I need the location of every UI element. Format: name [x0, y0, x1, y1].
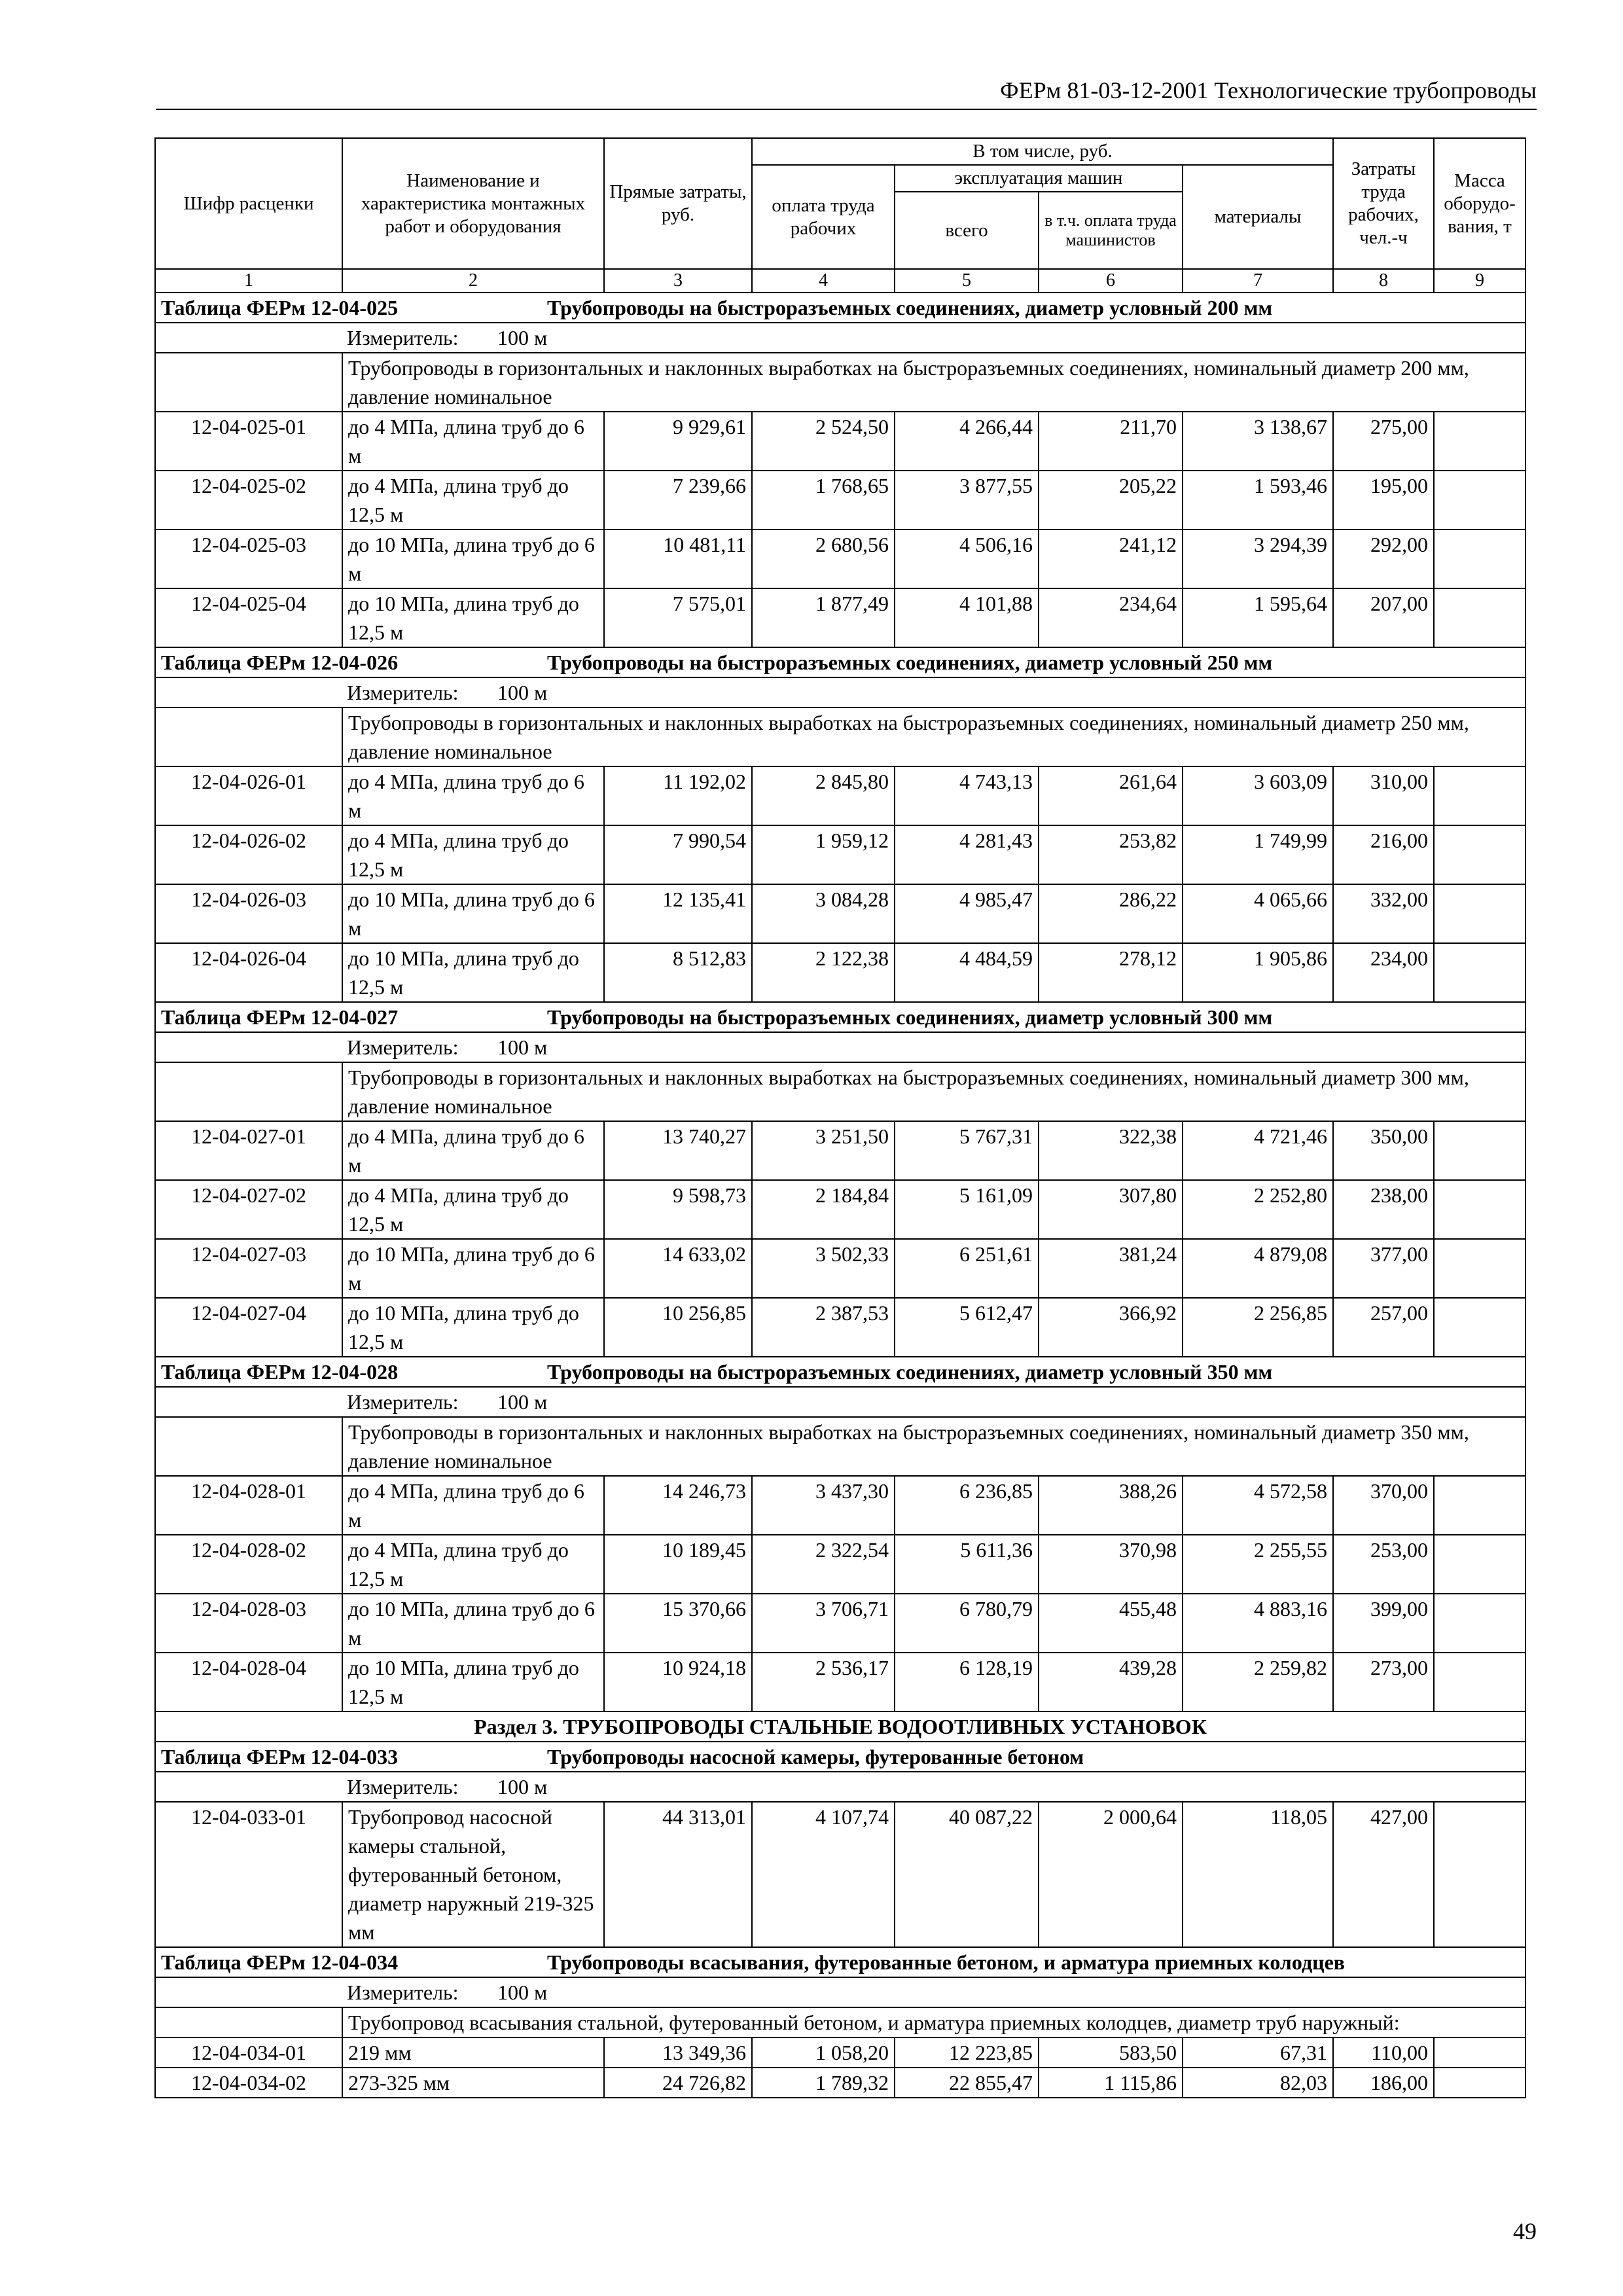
rate-name: до 10 МПа, длина труб до 6 м — [342, 1594, 604, 1653]
wages-cost: 2 524,50 — [752, 412, 895, 471]
rate-code: 12-04-025-01 — [155, 412, 342, 471]
materials-cost: 4 065,66 — [1183, 884, 1333, 943]
direct-cost: 8 512,83 — [604, 943, 752, 1002]
measure-cell — [155, 1032, 1525, 1062]
equipment-mass — [1434, 1653, 1525, 1712]
wages-cost: 2 536,17 — [752, 1653, 895, 1712]
section-heading: Раздел 3. ТРУБОПРОВОДЫ СТАЛЬНЫЕ ВОДООТЛИВНЫХ УСТАНОВОК — [155, 1712, 1525, 1742]
table-title-row — [155, 293, 1525, 323]
description: Трубопроводы в горизонтальных и наклонных выработках на быстроразъемных соединениях, номинальный диаметр 300 мм, давление номинальное — [342, 1062, 1525, 1121]
direct-cost: 9 929,61 — [604, 412, 752, 471]
labor-cost: 195,00 — [1333, 471, 1434, 529]
table-title-cell — [155, 1947, 1525, 1977]
machines-wages-cost: 278,12 — [1039, 943, 1183, 1002]
machines-wages-cost: 583,50 — [1039, 2037, 1183, 2068]
machines-wages-cost: 366,92 — [1039, 1298, 1183, 1357]
machines-wages-cost: 381,24 — [1039, 1239, 1183, 1298]
table-row — [155, 1594, 1525, 1653]
wages-cost: 1 959,12 — [752, 825, 895, 884]
table-title-row — [155, 1947, 1525, 1977]
direct-cost: 9 598,73 — [604, 1180, 752, 1239]
col-machines-wages-header: в т.ч. оплата труда машинистов — [1039, 192, 1183, 269]
measure-row — [155, 1977, 1525, 2007]
machines-cost: 6 236,85 — [895, 1476, 1039, 1535]
labor-cost: 273,00 — [1333, 1653, 1434, 1712]
measure-value: 100 м — [497, 1981, 548, 2004]
table-title-wrap — [161, 1948, 1520, 1977]
table-number: Таблица ФЕРм 12-04-026 — [161, 651, 399, 674]
equipment-mass — [1434, 884, 1525, 943]
rate-name: до 10 МПа, длина труб до 12,5 м — [342, 1298, 604, 1357]
col-number: 1 — [155, 269, 342, 293]
table-title: Трубопроводы на быстроразъемных соединениях, диаметр условный 350 мм — [547, 1360, 1273, 1384]
col-number: 5 — [895, 269, 1039, 293]
machines-cost: 40 087,22 — [895, 1802, 1039, 1947]
rate-code: 12-04-025-03 — [155, 529, 342, 588]
description: Трубопроводы в горизонтальных и наклонных выработках на быстроразъемных соединениях, номинальный диаметр 350 мм, давление номинальное — [342, 1417, 1525, 1476]
measure-value: 100 м — [497, 326, 548, 350]
materials-cost: 4 879,08 — [1183, 1239, 1333, 1298]
description-row — [155, 2007, 1525, 2037]
rate-name: до 10 МПа, длина труб до 6 м — [342, 1239, 604, 1298]
table-row — [155, 1180, 1525, 1239]
rate-code: 12-04-028-04 — [155, 1653, 342, 1712]
materials-cost: 3 138,67 — [1183, 412, 1333, 471]
table-body — [155, 293, 1525, 2098]
wages-cost: 3 502,33 — [752, 1239, 895, 1298]
wages-cost: 1 058,20 — [752, 2037, 895, 2068]
materials-cost: 118,05 — [1183, 1802, 1333, 1947]
table-row — [155, 1239, 1525, 1298]
rate-code: 12-04-026-01 — [155, 766, 342, 825]
col-wages-header: оплата труда рабочих — [752, 165, 895, 269]
equipment-mass — [1434, 1298, 1525, 1357]
table-title-wrap — [161, 293, 1520, 322]
rate-name: до 4 МПа, длина труб до 12,5 м — [342, 825, 604, 884]
rate-name: до 10 МПа, длина труб до 12,5 м — [342, 1653, 604, 1712]
table-row — [155, 766, 1525, 825]
materials-cost: 67,31 — [1183, 2037, 1333, 2068]
rate-code: 12-04-028-01 — [155, 1476, 342, 1535]
table-row — [155, 412, 1525, 471]
measure-row — [155, 1772, 1525, 1802]
rate-name: Трубопровод насосной камеры стальной, футерованный бетоном, диаметр наружный 219-325 мм — [342, 1802, 604, 1947]
labor-cost: 216,00 — [1333, 825, 1434, 884]
machines-cost: 4 985,47 — [895, 884, 1039, 943]
table-row — [155, 471, 1525, 529]
direct-cost: 24 726,82 — [604, 2068, 752, 2098]
labor-cost: 238,00 — [1333, 1180, 1434, 1239]
page-number: 49 — [1513, 2218, 1537, 2244]
running-header: ФЕРм 81-03-12-2001 Технологические трубопроводы — [156, 76, 1537, 110]
table-title: Трубопроводы на быстроразъемных соединениях, диаметр условный 250 мм — [547, 651, 1273, 674]
equipment-mass — [1434, 412, 1525, 471]
col-machines-header: эксплуатация машин — [895, 165, 1183, 192]
col-mass-header: Масса оборудо-вания, т — [1434, 138, 1525, 269]
direct-cost: 10 481,11 — [604, 529, 752, 588]
machines-cost: 3 877,55 — [895, 471, 1039, 529]
direct-cost: 7 575,01 — [604, 588, 752, 647]
wages-cost: 3 084,28 — [752, 884, 895, 943]
machines-cost: 6 128,19 — [895, 1653, 1039, 1712]
table-row — [155, 1298, 1525, 1357]
col-materials-header: материалы — [1183, 165, 1333, 269]
description-blank — [155, 1062, 342, 1121]
table-title-row — [155, 1742, 1525, 1772]
labor-cost: 110,00 — [1333, 2037, 1434, 2068]
wages-cost: 3 251,50 — [752, 1121, 895, 1180]
rate-name: до 10 МПа, длина труб до 6 м — [342, 884, 604, 943]
machines-wages-cost: 261,64 — [1039, 766, 1183, 825]
direct-cost: 11 192,02 — [604, 766, 752, 825]
labor-cost: 186,00 — [1333, 2068, 1434, 2098]
machines-wages-cost: 205,22 — [1039, 471, 1183, 529]
measure-value: 100 м — [497, 1390, 548, 1414]
col-number: 8 — [1333, 269, 1434, 293]
measure-label: Измеритель: — [347, 326, 459, 350]
description-blank — [155, 2007, 342, 2037]
direct-cost: 44 313,01 — [604, 1802, 752, 1947]
col-direct-header: Прямые затраты, руб. — [604, 138, 752, 269]
wages-cost: 2 184,84 — [752, 1180, 895, 1239]
description-blank — [155, 1417, 342, 1476]
labor-cost: 207,00 — [1333, 588, 1434, 647]
table-title-cell — [155, 293, 1525, 323]
labor-cost: 292,00 — [1333, 529, 1434, 588]
wages-cost: 1 877,49 — [752, 588, 895, 647]
direct-cost: 7 239,66 — [604, 471, 752, 529]
machines-wages-cost: 241,12 — [1039, 529, 1183, 588]
col-number: 4 — [752, 269, 895, 293]
labor-cost: 427,00 — [1333, 1802, 1434, 1947]
table-title-wrap — [161, 1003, 1520, 1031]
table-title: Трубопроводы всасывания, футерованные бетоном, и арматура приемных колодцев — [547, 1950, 1346, 1974]
wages-cost: 1 789,32 — [752, 2068, 895, 2098]
table-row — [155, 884, 1525, 943]
equipment-mass — [1434, 2068, 1525, 2098]
materials-cost: 1 905,86 — [1183, 943, 1333, 1002]
machines-cost: 4 266,44 — [895, 412, 1039, 471]
materials-cost: 2 252,80 — [1183, 1180, 1333, 1239]
measure-row — [155, 677, 1525, 708]
materials-cost: 4 721,46 — [1183, 1121, 1333, 1180]
equipment-mass — [1434, 529, 1525, 588]
equipment-mass — [1434, 1239, 1525, 1298]
table-row — [155, 1535, 1525, 1594]
measure-row — [155, 323, 1525, 353]
equipment-mass — [1434, 2037, 1525, 2068]
measure-label: Измеритель: — [347, 681, 459, 704]
labor-cost: 310,00 — [1333, 766, 1434, 825]
col-number: 2 — [342, 269, 604, 293]
materials-cost: 4 883,16 — [1183, 1594, 1333, 1653]
rate-code: 12-04-034-02 — [155, 2068, 342, 2098]
materials-cost: 4 572,58 — [1183, 1476, 1333, 1535]
equipment-mass — [1434, 588, 1525, 647]
equipment-mass — [1434, 1476, 1525, 1535]
rate-code: 12-04-034-01 — [155, 2037, 342, 2068]
labor-cost: 275,00 — [1333, 412, 1434, 471]
table-title-wrap — [161, 648, 1520, 677]
wages-cost: 2 680,56 — [752, 529, 895, 588]
materials-cost: 1 595,64 — [1183, 588, 1333, 647]
measure-cell — [155, 1977, 1525, 2007]
rate-name: до 10 МПа, длина труб до 12,5 м — [342, 943, 604, 1002]
description-blank — [155, 708, 342, 766]
materials-cost: 3 294,39 — [1183, 529, 1333, 588]
table-row — [155, 2037, 1525, 2068]
table-number: Таблица ФЕРм 12-04-025 — [161, 296, 399, 319]
direct-cost: 10 924,18 — [604, 1653, 752, 1712]
direct-cost: 15 370,66 — [604, 1594, 752, 1653]
col-labor-header: Затраты труда рабочих, чел.-ч — [1333, 138, 1434, 269]
machines-cost: 4 281,43 — [895, 825, 1039, 884]
measure-cell — [155, 1387, 1525, 1417]
col-number: 7 — [1183, 269, 1333, 293]
table-row — [155, 825, 1525, 884]
measure-cell — [155, 1772, 1525, 1802]
wages-cost: 3 437,30 — [752, 1476, 895, 1535]
table-title: Трубопроводы насосной камеры, футерованные бетоном — [547, 1745, 1084, 1768]
table-header — [155, 138, 1525, 293]
labor-cost: 399,00 — [1333, 1594, 1434, 1653]
materials-cost: 2 256,85 — [1183, 1298, 1333, 1357]
machines-wages-cost: 439,28 — [1039, 1653, 1183, 1712]
machines-cost: 4 743,13 — [895, 766, 1039, 825]
table-title-row — [155, 1002, 1525, 1032]
rate-name: до 4 МПа, длина труб до 6 м — [342, 1121, 604, 1180]
table-number: Таблица ФЕРм 12-04-028 — [161, 1360, 399, 1384]
description-row — [155, 1062, 1525, 1121]
col-number: 3 — [604, 269, 752, 293]
measure-row — [155, 1387, 1525, 1417]
machines-cost: 22 855,47 — [895, 2068, 1039, 2098]
table-row — [155, 2068, 1525, 2098]
direct-cost: 13 740,27 — [604, 1121, 752, 1180]
labor-cost: 370,00 — [1333, 1476, 1434, 1535]
table-title-wrap — [161, 1357, 1520, 1386]
machines-wages-cost: 211,70 — [1039, 412, 1183, 471]
materials-cost: 82,03 — [1183, 2068, 1333, 2098]
col-number: 9 — [1434, 269, 1525, 293]
table-title-cell — [155, 1357, 1525, 1387]
table-title-cell — [155, 1002, 1525, 1032]
rate-code: 12-04-033-01 — [155, 1802, 342, 1947]
materials-cost: 2 259,82 — [1183, 1653, 1333, 1712]
rates-table — [154, 137, 1526, 2098]
table-title-row — [155, 647, 1525, 677]
measure-cell — [155, 323, 1525, 353]
table-row — [155, 529, 1525, 588]
machines-wages-cost: 1 115,86 — [1039, 2068, 1183, 2098]
machines-cost: 4 484,59 — [895, 943, 1039, 1002]
materials-cost: 1 593,46 — [1183, 471, 1333, 529]
equipment-mass — [1434, 1180, 1525, 1239]
labor-cost: 332,00 — [1333, 884, 1434, 943]
rate-code: 12-04-027-03 — [155, 1239, 342, 1298]
equipment-mass — [1434, 1594, 1525, 1653]
machines-cost: 5 767,31 — [895, 1121, 1039, 1180]
rate-name: до 4 МПа, длина труб до 6 м — [342, 1476, 604, 1535]
table-row — [155, 1802, 1525, 1947]
machines-wages-cost: 253,82 — [1039, 825, 1183, 884]
rate-code: 12-04-027-02 — [155, 1180, 342, 1239]
measure-label: Измеритель: — [347, 1775, 459, 1799]
equipment-mass — [1434, 1535, 1525, 1594]
rate-code: 12-04-028-02 — [155, 1535, 342, 1594]
description: Трубопроводы в горизонтальных и наклонных выработках на быстроразъемных соединениях, номинальный диаметр 200 мм, давление номинальное — [342, 353, 1525, 412]
direct-cost: 13 349,36 — [604, 2037, 752, 2068]
col-including-header: В том числе, руб. — [752, 138, 1333, 165]
machines-cost: 5 161,09 — [895, 1180, 1039, 1239]
wages-cost: 2 845,80 — [752, 766, 895, 825]
table-title-cell — [155, 1742, 1525, 1772]
machines-wages-cost: 370,98 — [1039, 1535, 1183, 1594]
rate-code: 12-04-025-02 — [155, 471, 342, 529]
description: Трубопровод всасывания стальной, футерованный бетоном, и арматура приемных колодцев, диаметр труб наружный: — [342, 2007, 1525, 2037]
rate-name: до 4 МПа, длина труб до 12,5 м — [342, 1535, 604, 1594]
labor-cost: 253,00 — [1333, 1535, 1434, 1594]
wages-cost: 2 122,38 — [752, 943, 895, 1002]
rate-name: 219 мм — [342, 2037, 604, 2068]
materials-cost: 1 749,99 — [1183, 825, 1333, 884]
section-heading-row — [155, 1712, 1525, 1742]
rate-name: до 10 МПа, длина труб до 6 м — [342, 529, 604, 588]
table-title-cell — [155, 647, 1525, 677]
measure-label: Измеритель: — [347, 1035, 459, 1059]
description-row — [155, 708, 1525, 766]
rate-code: 12-04-028-03 — [155, 1594, 342, 1653]
machines-wages-cost: 234,64 — [1039, 588, 1183, 647]
rate-name: до 4 МПа, длина труб до 6 м — [342, 412, 604, 471]
machines-cost: 6 780,79 — [895, 1594, 1039, 1653]
materials-cost: 2 255,55 — [1183, 1535, 1333, 1594]
table-row — [155, 1476, 1525, 1535]
rate-name: 273-325 мм — [342, 2068, 604, 2098]
rate-code: 12-04-027-04 — [155, 1298, 342, 1357]
measure-label: Измеритель: — [347, 1981, 459, 2004]
machines-cost: 4 506,16 — [895, 529, 1039, 588]
table-title-row — [155, 1357, 1525, 1387]
table-number: Таблица ФЕРм 12-04-033 — [161, 1745, 399, 1768]
direct-cost: 14 246,73 — [604, 1476, 752, 1535]
equipment-mass — [1434, 943, 1525, 1002]
description-blank — [155, 353, 342, 412]
equipment-mass — [1434, 1802, 1525, 1947]
equipment-mass — [1434, 825, 1525, 884]
measure-row — [155, 1032, 1525, 1062]
rate-code: 12-04-025-04 — [155, 588, 342, 647]
machines-cost: 5 611,36 — [895, 1535, 1039, 1594]
machines-wages-cost: 388,26 — [1039, 1476, 1183, 1535]
table-title: Трубопроводы на быстроразъемных соединениях, диаметр условный 300 мм — [547, 1005, 1273, 1029]
description: Трубопроводы в горизонтальных и наклонных выработках на быстроразъемных соединениях, номинальный диаметр 250 мм, давление номинальное — [342, 708, 1525, 766]
description-row — [155, 1417, 1525, 1476]
rate-code: 12-04-027-01 — [155, 1121, 342, 1180]
col-name-header: Наименование и характеристика монтажных работ и оборудования — [342, 138, 604, 269]
column-numbers-row — [155, 269, 1525, 293]
direct-cost: 10 256,85 — [604, 1298, 752, 1357]
description-row — [155, 353, 1525, 412]
wages-cost: 1 768,65 — [752, 471, 895, 529]
measure-value: 100 м — [497, 1035, 548, 1059]
wages-cost: 2 322,54 — [752, 1535, 895, 1594]
table-row — [155, 1121, 1525, 1180]
machines-cost: 5 612,47 — [895, 1298, 1039, 1357]
measure-value: 100 м — [497, 1775, 548, 1799]
rate-name: до 4 МПа, длина труб до 12,5 м — [342, 1180, 604, 1239]
equipment-mass — [1434, 471, 1525, 529]
machines-wages-cost: 322,38 — [1039, 1121, 1183, 1180]
direct-cost: 14 633,02 — [604, 1239, 752, 1298]
table-row — [155, 588, 1525, 647]
wages-cost: 4 107,74 — [752, 1802, 895, 1947]
measure-value: 100 м — [497, 681, 548, 704]
col-number: 6 — [1039, 269, 1183, 293]
rate-code: 12-04-026-02 — [155, 825, 342, 884]
direct-cost: 7 990,54 — [604, 825, 752, 884]
rate-code: 12-04-026-04 — [155, 943, 342, 1002]
direct-cost: 12 135,41 — [604, 884, 752, 943]
machines-cost: 4 101,88 — [895, 588, 1039, 647]
measure-cell — [155, 677, 1525, 708]
table-row — [155, 943, 1525, 1002]
equipment-mass — [1434, 766, 1525, 825]
measure-label: Измеритель: — [347, 1390, 459, 1414]
machines-wages-cost: 307,80 — [1039, 1180, 1183, 1239]
rate-name: до 4 МПа, длина труб до 6 м — [342, 766, 604, 825]
labor-cost: 257,00 — [1333, 1298, 1434, 1357]
col-code-header: Шифр расценки — [155, 138, 342, 269]
col-machines-total-header: всего — [895, 192, 1039, 269]
labor-cost: 234,00 — [1333, 943, 1434, 1002]
rate-code: 12-04-026-03 — [155, 884, 342, 943]
table-row — [155, 1653, 1525, 1712]
table-title: Трубопроводы на быстроразъемных соединениях, диаметр условный 200 мм — [547, 296, 1273, 319]
equipment-mass — [1434, 1121, 1525, 1180]
machines-cost: 12 223,85 — [895, 2037, 1039, 2068]
machines-wages-cost: 286,22 — [1039, 884, 1183, 943]
materials-cost: 3 603,09 — [1183, 766, 1333, 825]
labor-cost: 350,00 — [1333, 1121, 1434, 1180]
table-number: Таблица ФЕРм 12-04-027 — [161, 1005, 399, 1029]
direct-cost: 10 189,45 — [604, 1535, 752, 1594]
machines-cost: 6 251,61 — [895, 1239, 1039, 1298]
rate-name: до 4 МПа, длина труб до 12,5 м — [342, 471, 604, 529]
rate-name: до 10 МПа, длина труб до 12,5 м — [342, 588, 604, 647]
table-number: Таблица ФЕРм 12-04-034 — [161, 1950, 399, 1974]
wages-cost: 3 706,71 — [752, 1594, 895, 1653]
labor-cost: 377,00 — [1333, 1239, 1434, 1298]
machines-wages-cost: 2 000,64 — [1039, 1802, 1183, 1947]
wages-cost: 2 387,53 — [752, 1298, 895, 1357]
table-title-wrap — [161, 1742, 1520, 1771]
machines-wages-cost: 455,48 — [1039, 1594, 1183, 1653]
